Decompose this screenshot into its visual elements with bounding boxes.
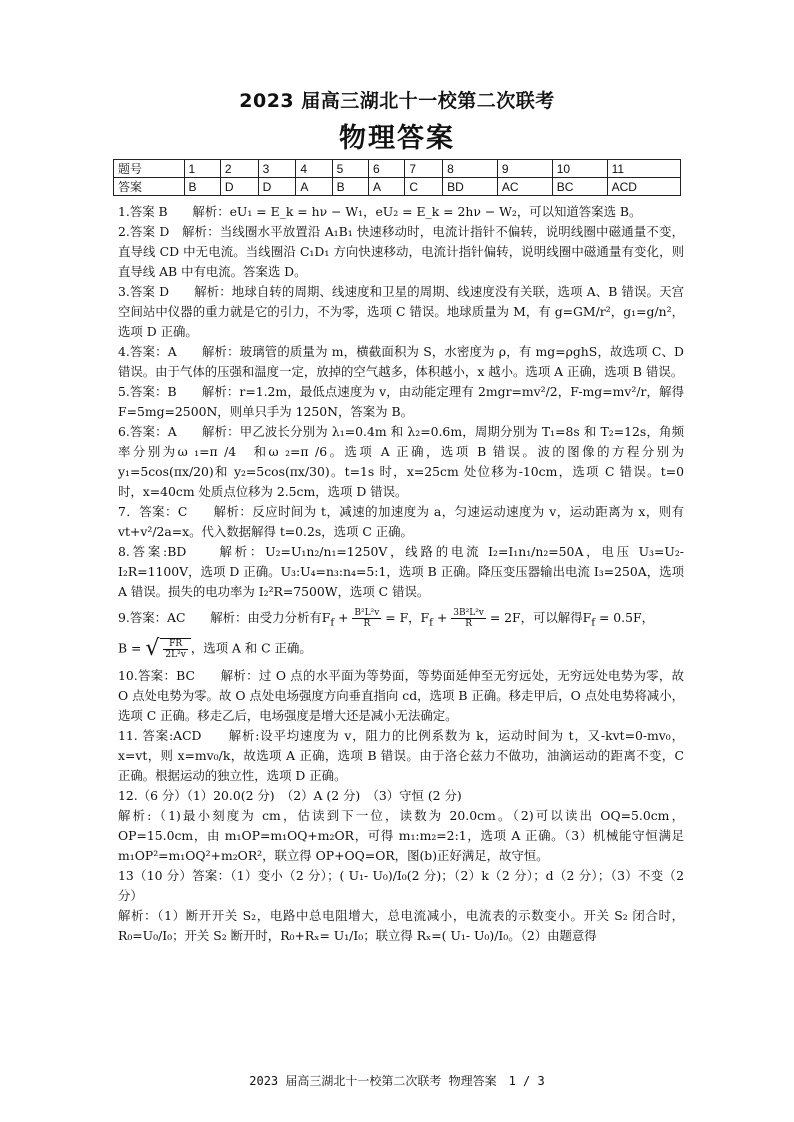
answer-cell: BD (443, 178, 498, 196)
solution-paragraph: 3.答案 D 解析：地球自转的周期、线速度和卫星的周期、线速度没有关联，选项 A、B 错误。天宫空间站中仪器的重力就是它的引力，不为零，选项 C 错误。地球质量为 M，有 g=GM/r²，g₁=g/n²，选项 D 正确。 (118, 284, 684, 339)
answer-table (113, 159, 681, 196)
solution-paragraph: 4.答案：A 解析：玻璃管的质量为 m，横截面积为 S，水密度为 ρ，有 mg=ρghS，故选项 C、D 错误。由于气体的压强和温度一定，放掉的空气越多，体积越小，x 越小。选项 A 正确，选项 B 错误。 (118, 344, 684, 379)
fraction-numerator: 3B²L²v (453, 608, 484, 618)
solution-paragraph: 12.（6 分）（1）20.0(2 分) （2）A (2 分) （3）守恒 (2 分) (118, 788, 462, 804)
equation-text: = 0.5F， (595, 610, 654, 625)
solution-paragraph: 7．答案：C 解析：反应时间为 t，减速的加速度为 a，匀速运动速度为 v，运动距离为 x，则有 vt+v²/2a=x。代入数据解得 t=0.2s，选项 C 正确。 (118, 504, 684, 539)
answer-cell: A (369, 178, 405, 196)
fraction (352, 608, 381, 629)
subscript: f (330, 616, 335, 629)
fraction (451, 608, 486, 629)
solution-paragraph: 解析：（1）断开开关 S₂，电路中总电阻增大，总电流减小，电流表的示数变小。开关 S₂ 闭合时，R₀=U₀/I₀；开关 S₂ 断开时，R₀+Rₓ= U₁/I₀；联立得 Rₓ=( U₁- U₀)/I₀。（2）由题意得 (118, 908, 684, 944)
solution-paragraph: 11. 答案:ACD 解析:设平均速度为 v，阻力的比例系数为 k，运动时间为 t，又-kvt=0-mv₀，x=vt，则 x=mv₀/k，故选项 A 正确，选项 B 错误。由于洛仑兹力不做功，油滴运动的距离不变，C 正确。根据运动的独立性，选项 D 正确。 (118, 728, 684, 784)
answer-table-row-numbers (114, 160, 681, 178)
solution-paragraph: 2.答案 D 解析：当线圈水平放置沿 A₁B₁ 快速移动时，电流计指针不偏转，说明线圈中磁通量不变，直导线 CD 中无电流。当线圈沿 C₁D₁ 方向快速移动，电流计指针偏转，说明线圈中磁通量有变化，则直导线 AB 中有电流。答案选 D。 (118, 224, 684, 279)
fraction-denominator: R (363, 619, 371, 629)
solution-paragraph: 6.答案：A 解析：甲乙波长分别为 λ₁=0.4m 和 λ₂=0.6m，周期分别为 T₁=8s 和 T₂=12s，角频率分别为ω ₁=π /4 和ω ₂=π /6。选项 A 正确，选项 B 错误。波的图像的方程分别为 y₁=5cos(πx/20)和 y₂=5cos(πx/30)。t=1s 时，x=25cm 处位移为-10cm，选项 C 错误。t=0 时，x=40cm 处质点位移为 2.5cm，选项 D 错误。 (118, 424, 684, 499)
fraction (163, 639, 187, 660)
solution-paragraph-9-b (118, 638, 684, 660)
answer-cell: ACD (607, 178, 680, 196)
answer-table-row-answers (114, 178, 681, 196)
subscript: f (591, 616, 596, 629)
question-number-cell: 10 (552, 160, 607, 178)
question-number-cell: 1 (184, 160, 220, 178)
answer-cell: D (220, 178, 258, 196)
fraction-numerator: B²L²v (354, 608, 380, 618)
fraction-numerator: FR (163, 639, 187, 650)
answer-cell: AC (497, 178, 552, 196)
fraction-denominator: 2L²v (165, 650, 186, 661)
equation-text: = F，F (381, 610, 430, 625)
equation-text: ，选项 A 和 C 正确。 (190, 640, 312, 656)
equation-text: B = (118, 640, 146, 656)
answer-cell: BC (552, 178, 607, 196)
solution-paragraph: 13（10 分）答案：（1）变小（2 分）；( U₁- U₀)/I₀(2 分)；（2）k（2 分）；d（2 分）；（3）不变（2 分） (118, 868, 684, 904)
exam-title: 2023 届高三湖北十一校第二次联考 (239, 90, 555, 112)
item9-lead: 9.答案：AC 解析：由受力分析有F (118, 610, 331, 625)
table-row-label: 题号 (114, 160, 185, 178)
question-number-cell: 6 (369, 160, 405, 178)
question-number-cell: 4 (296, 160, 332, 178)
answer-cell: A (296, 178, 332, 196)
plus-sign: + (433, 610, 452, 625)
solution-paragraph: 10.答案：BC 解析：过 O 点的水平面为等势面，等势面延伸至无穷远处，无穷远处电势为零，故 O 点处电势为零。故 O 点处电场强度方向垂直指向 cd，选项 B 正确。移走甲后，O 点处电势将减小，选项 C 正确。移走乙后，电场强度是增大还是减小无法确定。 (118, 668, 684, 724)
solution-paragraph-9 (118, 608, 684, 632)
solution-paragraph: 1.答案 B 解析：eU₁ = E_k = hν − W₁，eU₂ = E_k = 2hν − W₂，可以知道答案选 B。 (118, 204, 642, 219)
square-root (160, 638, 190, 660)
question-number-cell: 3 (258, 160, 296, 178)
question-number-cell: 9 (497, 160, 552, 178)
question-number-cell: 11 (607, 160, 680, 178)
radical-sign: √ (145, 636, 160, 662)
equation-text: = 2F，可以解得F (485, 610, 592, 625)
question-number-cell: 2 (220, 160, 258, 178)
document-subtitle: 物理答案 (339, 123, 455, 154)
table-row-label: 答案 (114, 178, 185, 196)
question-number-cell: 5 (332, 160, 368, 178)
question-number-cell: 7 (405, 160, 443, 178)
solution-paragraph: 8.答案:BD 解析：U₂=U₁n₂/n₁=1250V，线路的电流 I₂=I₁n₁/n₂=50A，电压 U₃=U₂-I₂R=1100V，选项 D 正确。U₃:U₄=n₃:n₄=5:1，选项 B 正确。降压变压器输出电流 I₃=250A，选项 A 错误。损失的电功率为 I₂²R=7500W，选项 C 错误。 (118, 544, 684, 599)
answer-cell: B (184, 178, 220, 196)
solutions-body (118, 202, 684, 946)
plus-sign: + (334, 610, 353, 625)
answer-cell: C (405, 178, 443, 196)
answer-cell: B (332, 178, 368, 196)
fraction-denominator: R (465, 619, 472, 629)
answer-cell: D (258, 178, 296, 196)
page-footer: 2023 届高三湖北十一校第二次联考 物理答案 1 / 3 (249, 1074, 545, 1088)
solution-paragraph: 5.答案：B 解析：r=1.2m，最低点速度为 v，由动能定理有 2mgr=mv²/2，F-mg=mv²/r，解得 F=5mg=2500N，则单只手为 1250N，答案为 B。 (118, 384, 684, 419)
solution-paragraph: 解析:（1)最小刻度为 cm，估读到下一位，读数为 20.0cm。（2)可以读出 OQ=5.0cm，OP=15.0cm，由 m₁OP=m₁OQ+m₂OR，可得 m₁:m₂=2:1，选项 A 正确。（3）机械能守恒满足 m₁OP²=m₁OQ²+m₂OR²，联立得 OP+OQ=OR，图(b)正好满足，故守恒。 (118, 808, 684, 864)
subscript: f (429, 616, 433, 629)
question-number-cell: 8 (443, 160, 498, 178)
